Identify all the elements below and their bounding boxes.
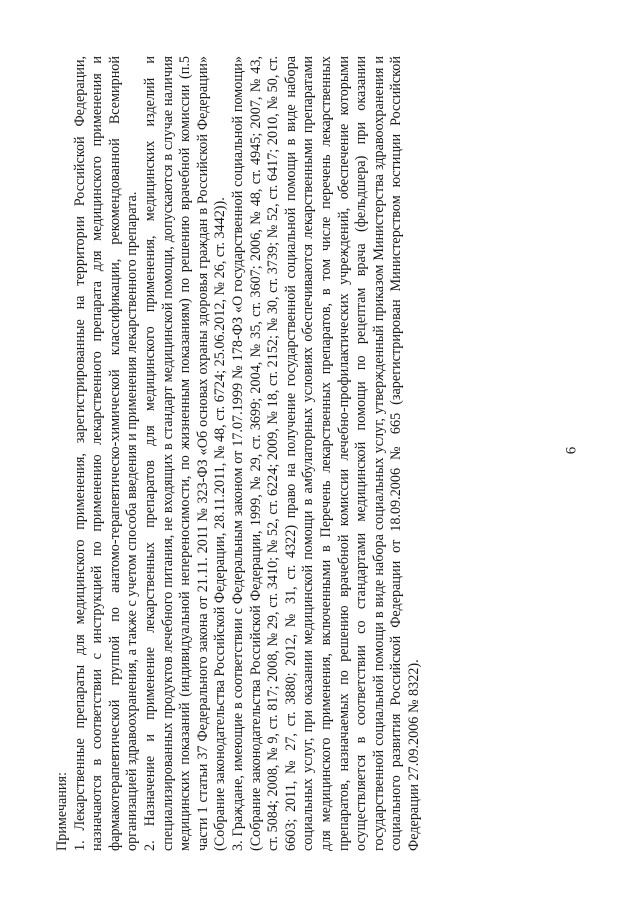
note-1: 1. Лекарственные препараты для медицинского применения, зарегистрированные на территории Российской Федерации, назначаются в соответствии с инструкцией по применению лекарственного препарата для медицинского применения и фармакотерапевтической группой по анатомо-терапевтическо-химической классификации, рекомендованной Всемирной организацией здравоохранения, а также с учетом способа введения и применения лекарственного препарата. [71, 56, 141, 851]
notes-heading: Примечания: [54, 772, 70, 851]
note-3: 3. Граждане, имеющие в соответствии с Федеральным законом от 17.07.1999 № 178-ФЗ «О государственной социальной помощи» (Собрание законодательства Российской Федерации, 1999, № 29, ст. 3699; 2004, № 35, ст. 3607; 2006, № 48, ст. 4945; 2007, № 43, ст. 5084; 2008, № 9, ст. 817; 2008, № 29, ст. 3410; № 52, ст. 6224; 2009, № 18, ст. 2152; № 30, ст. 3739; № 52, ст. 6417; 2010, № 50, ст. 6603; 2011, № 27, ст. 3880; 2012, № 31, ст. 4322) право на получение государственной социальной помощи в виде набора социальных услуг, при оказании медицинской помощи в амбулаторных условиях обеспечиваются лекарственными препаратами для медицинского применения, включенными в Перечень лекарственных препаратов, в том числе перечень лекарственных препаратов, назначаемых по решению врачебной комиссии лечебно-профилактических учреждений, обеспечение которыми осуществляется в соответствии со стандартами медицинской помощи по рецептам врача (фельдшера) при оказании государственной социальной помощи в виде набора социальных услуг, утвержденный приказом Министерства здравоохранения и социального развития Российской Федерации от 18.09.2006 № 665 (зарегистрирован Министерством юстиции Российской Федерации 27.09.2006 № 8322). [229, 56, 422, 851]
page-number: 6 [563, 446, 580, 455]
note-2: 2. Назначение и применение лекарственных препаратов для медицинского применения, медицинских изделий и специализированных продуктов лечебного питания, не входящих в стандарт медицинской помощи, допускаются в случае наличия медицинских показаний (индивидуальной непереносимости, по жизненным показаниям) по решению врачебной комиссии (п.5 части 1 статьи 37 Федерального закона от 21.11. 2011 № 323-ФЗ «Об основах охраны здоровья граждан в Российской Федерации» (Собрание законодательства Российской Федерации, 28.11.2011, № 48, ст. 6724; 25.06.2012, № 26, ст. 3442)). [141, 56, 229, 851]
notes-block [54, 56, 551, 851]
